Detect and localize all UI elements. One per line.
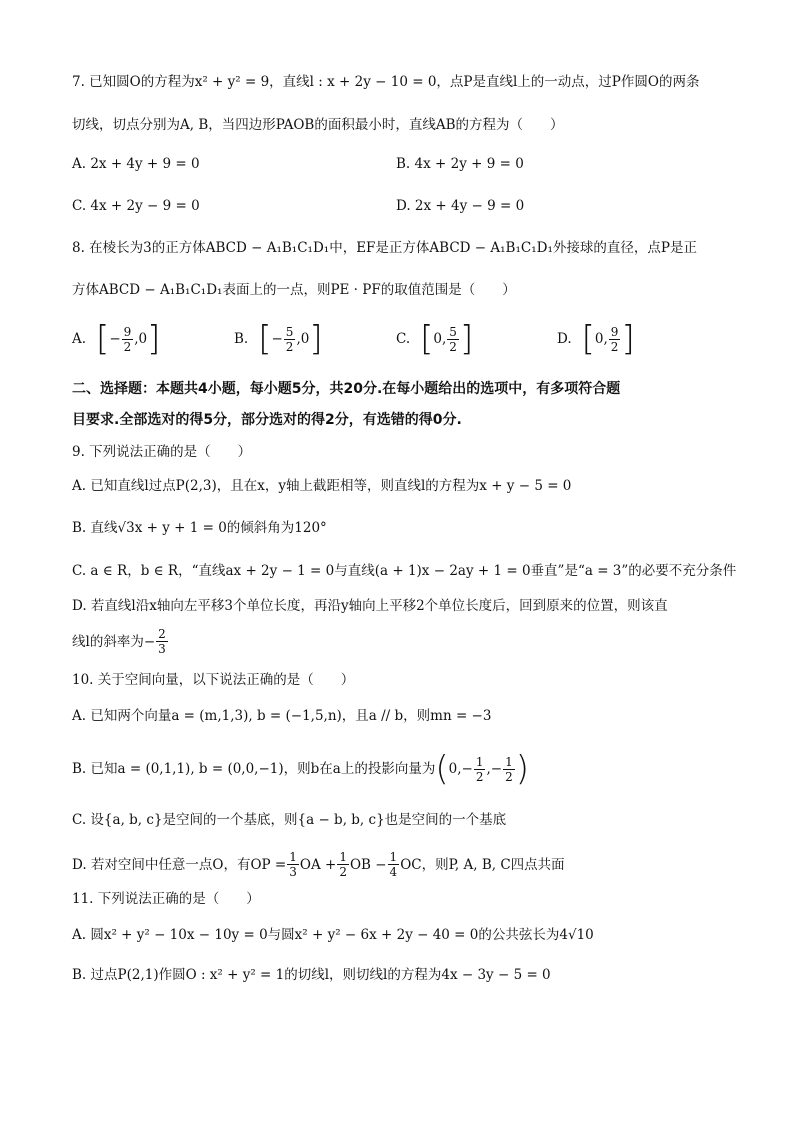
q10-option-d bbox=[72, 850, 565, 879]
q9-option-c: C. a ∈ R，b ∈ R，“直线ax + 2y − 1 = 0与直线(a + 1)x − 2ay + 1 = 0垂直”是“a = 3”的必要不充分条件 bbox=[72, 563, 737, 579]
fraction bbox=[337, 850, 349, 879]
denominator: 2 bbox=[285, 339, 294, 354]
option-letter: A. bbox=[72, 331, 87, 347]
option-text: − bbox=[271, 331, 283, 347]
fraction bbox=[122, 325, 134, 354]
q7-stem-line2: 切线，切点分别为A, B，当四边形PAOB的面积最小时，直线AB的方程为（ ） bbox=[72, 117, 564, 133]
denominator: 2 bbox=[475, 769, 484, 784]
section2-heading-line1: 二、选择题：本题共4小题，每小题5分，共20分.在每小题给出的选项中，有多项符合题 bbox=[72, 381, 621, 397]
denominator: 4 bbox=[389, 865, 398, 879]
q10-stem: 10. 关于空间向量，以下说法正确的是（ ） bbox=[72, 672, 355, 688]
right-bracket: ] bbox=[621, 319, 635, 359]
option-letter: C. bbox=[396, 331, 411, 347]
right-bracket: ] bbox=[459, 319, 474, 359]
q9-option-b: B. 直线√3x + y + 1 = 0的倾斜角为120° bbox=[72, 520, 327, 536]
q8-option-b bbox=[234, 319, 323, 359]
numerator: 5 bbox=[449, 324, 457, 339]
q9-option-a: A. 已知直线l过点P(2,3)，且在x，y轴上截距相等，则直线l的方程为x + y − 5 = 0 bbox=[72, 478, 572, 494]
option-text: 0, bbox=[433, 331, 447, 347]
denominator: 3 bbox=[158, 642, 166, 656]
q10-option-c: C. 设{a, b, c}是空间的一个基底，则{a − b, b, c}也是空间的一个基底 bbox=[72, 812, 507, 828]
option-text: ,0 bbox=[296, 331, 310, 347]
q9-stem: 9. 下列说法正确的是（ ） bbox=[72, 444, 252, 460]
numerator: 1 bbox=[289, 850, 297, 864]
q9-option-d-line1: D. 若直线l沿x轴向左平移3个单位长度，再沿y轴向上平移2个单位长度后，回到原来的位置，则该直 bbox=[72, 598, 668, 614]
q10-option-a: A. 已知两个向量a = (m,1,3), b = (−1,5,n)，且a // b，则mn = −3 bbox=[72, 708, 492, 724]
option-text: B. 已知a = (0,1,1), b = (0,0,−1)，则b在a上的投影向量为 bbox=[72, 761, 436, 777]
denominator: 2 bbox=[123, 339, 132, 354]
q8-option-a bbox=[72, 319, 161, 359]
denominator: 2 bbox=[505, 769, 513, 784]
option-text: OC，则P, A, B, C四点共面 bbox=[400, 856, 565, 873]
option-text: 线l的斜率为− bbox=[72, 633, 156, 650]
denominator: 2 bbox=[339, 865, 347, 879]
option-text: ,0 bbox=[134, 331, 148, 347]
fraction bbox=[284, 325, 296, 354]
fraction bbox=[388, 850, 400, 879]
option-text: − bbox=[109, 331, 121, 347]
q7-option-c: C. 4x + 2y − 9 = 0 bbox=[72, 198, 200, 214]
q8-option-c bbox=[396, 319, 474, 359]
left-bracket: [ bbox=[581, 319, 595, 359]
q7-option-b: B. 4x + 2y + 9 = 0 bbox=[396, 156, 524, 172]
q10-option-b bbox=[72, 749, 529, 789]
option-text: 0,− bbox=[448, 761, 473, 777]
section2-heading-line2: 目要求.全部选对的得5分，部分选对的得2分，有选错的得0分. bbox=[72, 412, 462, 428]
q11-option-a: A. 圆x² + y² − 10x − 10y = 0与圆x² + y² − 6x + 2y − 40 = 0的公共弦长为4√10 bbox=[72, 927, 594, 943]
fraction bbox=[474, 755, 486, 784]
option-text: ,− bbox=[486, 761, 503, 777]
right-bracket: ] bbox=[309, 319, 323, 359]
fraction bbox=[609, 325, 621, 354]
denominator: 2 bbox=[449, 339, 457, 354]
option-letter: B. bbox=[234, 331, 249, 347]
option-text: D. 若对空间中任意一点O，有OP = bbox=[72, 856, 287, 873]
numerator: 9 bbox=[123, 324, 132, 339]
option-text: OB − bbox=[349, 856, 387, 873]
q7-option-a: A. 2x + 4y + 9 = 0 bbox=[72, 156, 200, 172]
q8-stem-line1: 8. 在棱长为3的正方体ABCD − A₁B₁C₁D₁中，EF是正方体ABCD − A₁B₁C₁D₁外接球的直径，点P是正 bbox=[72, 240, 697, 256]
left-bracket: [ bbox=[96, 319, 110, 359]
fraction bbox=[447, 325, 459, 354]
q7-option-d: D. 2x + 4y − 9 = 0 bbox=[396, 198, 525, 214]
fraction bbox=[287, 850, 299, 879]
q11-option-b: B. 过点P(2,1)作圆O : x² + y² = 1的切线l，则切线l的方程为4x − 3y − 5 = 0 bbox=[72, 967, 551, 983]
q11-stem: 11. 下列说法正确的是（ ） bbox=[72, 891, 260, 907]
denominator: 3 bbox=[289, 865, 297, 879]
numerator: 1 bbox=[475, 754, 484, 769]
q8-option-d bbox=[557, 319, 635, 359]
denominator: 2 bbox=[610, 339, 619, 354]
numerator: 1 bbox=[389, 850, 398, 864]
numerator: 1 bbox=[505, 754, 513, 769]
q7-stem-line1: 7. 已知圆O的方程为x² + y² = 9，直线l : x + 2y − 10 = 0，点P是直线l上的一动点，过P作圆O的两条 bbox=[72, 74, 700, 90]
numerator: 2 bbox=[158, 627, 166, 641]
right-bracket: ] bbox=[147, 319, 161, 359]
fraction bbox=[156, 627, 168, 656]
numerator: 1 bbox=[339, 850, 347, 864]
q8-stem-line2: 方体ABCD − A₁B₁C₁D₁表面上的一点，则PE · PF的取值范围是（ ） bbox=[72, 282, 516, 298]
numerator: 5 bbox=[285, 324, 294, 339]
left-bracket: [ bbox=[420, 319, 434, 359]
left-bracket: [ bbox=[258, 319, 272, 359]
option-text: 0, bbox=[594, 331, 608, 347]
fraction bbox=[503, 755, 515, 784]
right-paren: ) bbox=[515, 749, 529, 789]
q9-option-d-line2 bbox=[72, 627, 169, 656]
option-letter: D. bbox=[557, 331, 572, 347]
numerator: 9 bbox=[610, 324, 619, 339]
option-text: OA + bbox=[299, 856, 337, 873]
left-paren: ( bbox=[435, 749, 449, 789]
